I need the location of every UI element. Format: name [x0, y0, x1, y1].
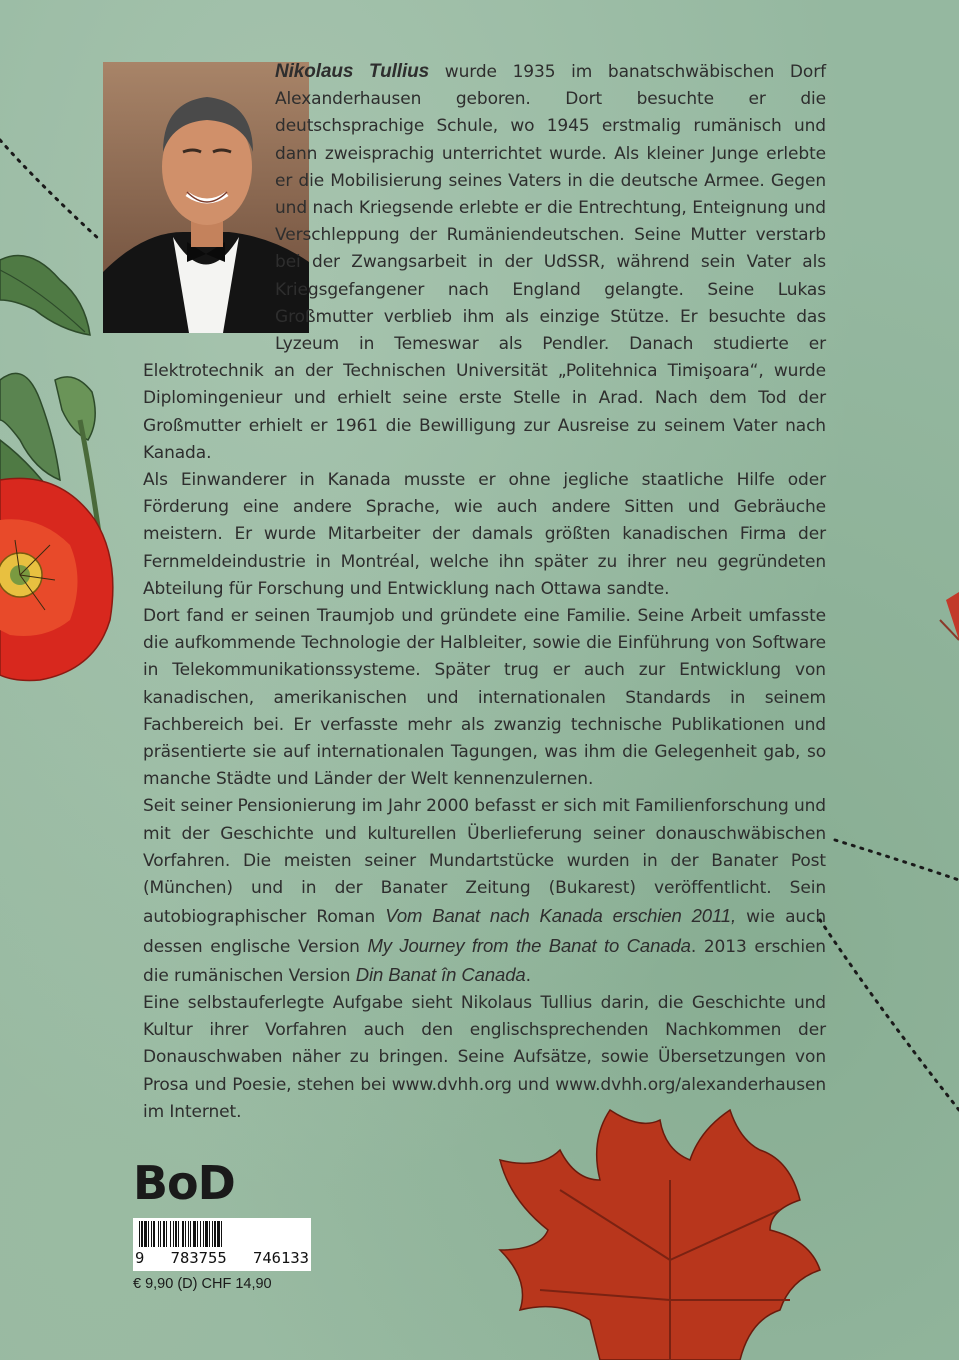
bio-paragraph: [143, 603, 826, 793]
book-title: My Journey from the Banat to Canada: [367, 934, 691, 956]
bio-paragraph: [143, 793, 826, 989]
bio-paragraph: [143, 990, 826, 1126]
bio-text: .: [525, 965, 531, 986]
bio-text: wie auch dessen englische Version: [143, 907, 826, 957]
isbn-digit-group: 746133: [253, 1249, 309, 1267]
bio-paragraph: [143, 467, 826, 603]
book-title: Din Banat în Canada: [355, 963, 526, 985]
barcode-bar: [190, 1221, 191, 1248]
author-biography: [143, 58, 826, 1126]
isbn-digit-group: 783755: [170, 1249, 227, 1267]
barcode-bar: [158, 1221, 159, 1248]
barcode-bar: [209, 1221, 210, 1248]
barcode-bar: [153, 1221, 155, 1248]
isbn-digits: [133, 1247, 311, 1269]
book-title: Vom Banat nach Kanada erschien 2011,: [385, 905, 737, 927]
bio-text: Seit seiner Pensionierung im Jahr 2000 befasst er sich mit Familienforschung und mit der Geschichte und kulturellen Überlieferung seiner donauschwäbischen Vorfahren. Die meisten seiner Mundartstücke wurden in der Banater Post (München) und in der Banater Zeitung (Bukarest) veröffentlicht. Sein autobiographischer Roman: [143, 796, 826, 928]
barcode-bar: [160, 1221, 161, 1248]
bio-text: Dort fand er seinen Traumjob und gründete eine Familie. Seine Arbeit umfasste die aufkommende Technologie der Halbleiter, sowie die Einführung von Software in Telekommunikationssysteme. Später trug er auch zur Entwicklung von kanadischen, amerikanischen und internationalen Standards in seinem Fachbereich bei. Er verfasste mehr als zwanzig technische Publikationen und präsentierte sie auf internationalen Tagungen, was ihm die Gelegenheit gab, so manche Städte und Länder der Welt kennenzulernen.: [143, 606, 826, 790]
barcode-bar: [163, 1221, 165, 1248]
barcode-bar: [200, 1221, 201, 1248]
barcode-bar: [203, 1221, 204, 1248]
barcode-bar: [173, 1221, 174, 1248]
bio-text: wurde 1935 im banatschwäbischen Dorf Alexanderhausen geboren. Dort besuchte er die deutschsprachige Schule, wo 1945 erstmalig rumänisch und dann zweisprachig unterrichtet wurde. Als kleiner Junge erlebte er die Mobilisierung seines Vaters in die deutsche Armee. Gegen und nach Kriegsende erlebte er die Entrechtung, Enteignung und Verschleppung der Rumäniendeutschen. Seine Mutter verstarb bei der Zwangsarbeit in der UdSSR, während sein Vater als Kriegsgefangener nach England gelangte. Seine Lukas Großmutter verblieb ihm als einzige Stütze. Er besuchte das Lyzeum in Temeswar als Pendler. Danach studierte er Elektrotechnik an der Technischen Universität „Politehnica Timişoara“, wurde Diplomingenieur und erhielt seine erste Stelle in Arad. Nach dem Tod der Großmutter erhielt er 1961 die Bewilligung zur Ausreise zu seinem Vater nach Kanada.: [143, 62, 827, 463]
barcode-bar: [170, 1221, 171, 1248]
dotted-line-top-left: [0, 140, 100, 240]
dotted-line-bottom-right: [820, 920, 959, 1110]
barcode-bar: [193, 1221, 196, 1248]
barcode-bar: [205, 1221, 208, 1248]
maple-leaf-icon: [500, 1110, 820, 1360]
price: € 9,90 (D) CHF 14,90: [133, 1276, 272, 1292]
dotted-line-right: [835, 840, 959, 880]
barcode-bar: [139, 1221, 140, 1248]
photo-spacer: [103, 58, 275, 338]
barcode-bar: [214, 1221, 216, 1248]
barcode-bar: [166, 1221, 167, 1248]
bio-text: . 2013 erschien die rumänischen Version: [143, 936, 826, 986]
isbn-digit-group: 9: [135, 1249, 145, 1267]
barcode-bar: [217, 1221, 220, 1248]
barcode-bar: [212, 1221, 213, 1248]
barcode-bar: [185, 1221, 186, 1248]
barcode-bar: [148, 1221, 149, 1248]
barcode-bar: [151, 1221, 152, 1248]
barcode-bar: [144, 1221, 147, 1248]
barcode-bar: [182, 1221, 184, 1248]
bio-text: Als Einwanderer in Kanada musste er ohne jegliche staatliche Hilfe oder Förderung eine andere Sprache, wie auch andere Sitten und Gebräuche meistern. Er wurde Mitarbeiter der damals größten kanadischen Firma der Fernmeldeindustrie in Montréal, welche ihn später zu ihrer neu gegründeten Abteilung für Forschung und Entwicklung nach Ottawa sandte.: [143, 470, 826, 599]
barcode-bar: [221, 1221, 222, 1248]
barcode-bar: [175, 1221, 177, 1248]
barcode-bar: [178, 1221, 179, 1248]
publisher-logo: BoD: [133, 1156, 235, 1210]
author-name: Nikolaus Tullius: [275, 61, 430, 82]
barcode-bar: [197, 1221, 198, 1248]
barcode-bar: [188, 1221, 189, 1248]
bio-text: Eine selbstauferlegte Aufgabe sieht Nikolaus Tullius darin, die Geschichte und Kultur ihrer Vorfahren auch den englischsprechenden Nachkommen der Donauschwaben näher zu bringen. Seine Aufsätze, sowie Übersetzungen von Prosa und Poesie, stehen bei www.dvhh.org und www.dvhh.org/alexanderhausen im Internet.: [143, 992, 826, 1122]
barcode-bar: [141, 1221, 143, 1248]
